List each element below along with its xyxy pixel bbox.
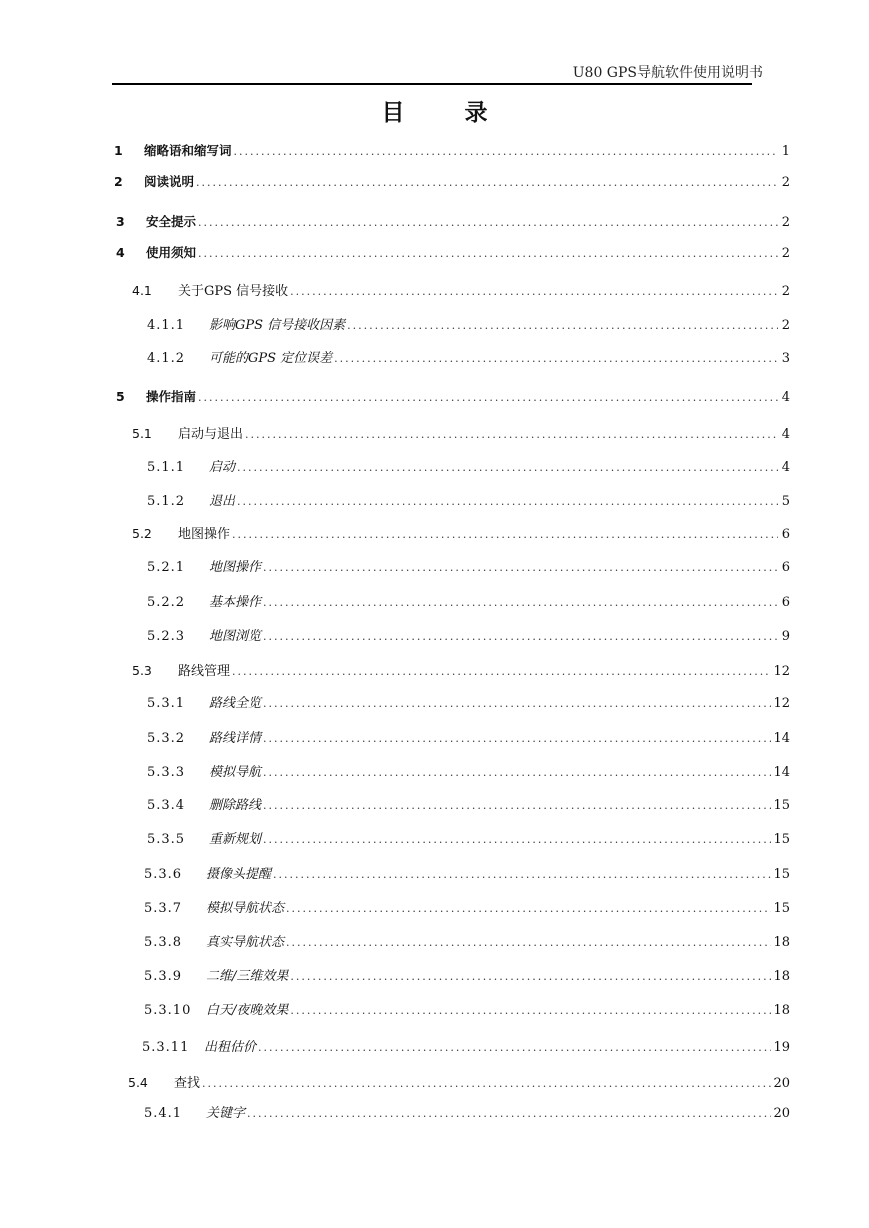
toc-entry-page: 2 bbox=[781, 175, 790, 190]
toc-entry-number: 5.4 bbox=[128, 1075, 148, 1090]
toc-entry-number: 5.3.7 bbox=[144, 901, 183, 916]
toc-entry-label: 关于GPS 信号接收 bbox=[178, 284, 289, 299]
toc-entry-label: 地图浏览 bbox=[209, 629, 262, 644]
toc-entry-page: 4 bbox=[781, 390, 790, 405]
toc-entry-label: 启动与退出 bbox=[178, 427, 244, 442]
toc-entry-number: 5.3 bbox=[132, 663, 152, 678]
toc-entry[interactable] bbox=[144, 968, 790, 986]
page-title: 目 录 bbox=[381, 99, 514, 126]
toc-entry-number: 5.2.2 bbox=[147, 595, 186, 610]
toc-leader-dots bbox=[290, 1002, 771, 1020]
toc-entry[interactable] bbox=[116, 213, 790, 231]
toc-entry[interactable] bbox=[147, 730, 790, 748]
toc-entry[interactable] bbox=[147, 493, 790, 511]
toc-entry[interactable] bbox=[147, 459, 790, 477]
toc-entry-page: 19 bbox=[773, 1040, 790, 1055]
toc-entry-number: 5.2 bbox=[132, 526, 152, 541]
toc-leader-dots bbox=[290, 283, 778, 301]
toc-entry-page: 18 bbox=[773, 1003, 790, 1018]
toc-leader-dots bbox=[232, 663, 771, 681]
toc-entry-page: 4 bbox=[781, 427, 790, 442]
toc-entry-page: 18 bbox=[773, 935, 790, 950]
toc-entry-label: 关键字 bbox=[206, 1106, 246, 1121]
toc-entry[interactable] bbox=[144, 900, 790, 918]
toc-entry-number: 5.3.4 bbox=[147, 798, 186, 813]
toc-entry-page: 20 bbox=[773, 1106, 790, 1121]
toc-entry-label: 缩略语和缩写词 bbox=[144, 143, 232, 158]
toc-entry[interactable] bbox=[147, 695, 790, 713]
toc-entry-number: 5.3.9 bbox=[144, 969, 183, 984]
toc-entry-number: 5.3.8 bbox=[144, 935, 183, 950]
toc-entry-label: 操作指南 bbox=[146, 389, 197, 404]
toc-entry-number: 5.3.10 bbox=[144, 1003, 192, 1018]
toc-entry-page: 12 bbox=[773, 664, 790, 679]
toc-leader-dots bbox=[232, 526, 778, 544]
toc-entry-label: 二维/三维效果 bbox=[206, 969, 289, 984]
toc-entry-page: 6 bbox=[781, 560, 790, 575]
toc-entry[interactable] bbox=[147, 594, 790, 612]
toc-entry-label: 路线详情 bbox=[209, 731, 262, 746]
toc-leader-dots bbox=[263, 797, 771, 815]
toc-entry[interactable] bbox=[144, 1105, 790, 1123]
toc-entry-number: 1 bbox=[114, 143, 123, 158]
toc-entry[interactable] bbox=[144, 934, 790, 952]
toc-entry-number: 5.3.3 bbox=[147, 765, 186, 780]
toc-entry-label: 模拟导航状态 bbox=[206, 901, 285, 916]
toc-entry-label: 出租估价 bbox=[204, 1040, 257, 1055]
toc-leader-dots bbox=[347, 317, 778, 335]
toc-entry-label: 模拟导航 bbox=[209, 765, 262, 780]
toc-entry-number: 5.3.1 bbox=[147, 696, 186, 711]
toc-leader-dots bbox=[263, 831, 771, 849]
toc-entry[interactable] bbox=[147, 764, 790, 782]
toc-entry[interactable] bbox=[147, 317, 790, 335]
toc-entry-number: 2 bbox=[114, 174, 123, 189]
toc-entry-number: 5.3.6 bbox=[144, 867, 183, 882]
toc-entry[interactable] bbox=[144, 866, 790, 884]
toc-entry[interactable] bbox=[132, 425, 790, 443]
toc-leader-dots bbox=[263, 559, 778, 577]
toc-entry-page: 4 bbox=[781, 460, 790, 475]
toc-entry-page: 14 bbox=[773, 765, 790, 780]
document-header: U80 GPS导航软件使用说明书 bbox=[572, 65, 763, 81]
toc-entry-page: 3 bbox=[781, 351, 790, 366]
toc-entry[interactable] bbox=[132, 662, 790, 680]
toc-entry-page: 15 bbox=[773, 867, 790, 882]
toc-entry-number: 4.1.2 bbox=[147, 351, 186, 366]
toc-entry[interactable] bbox=[116, 244, 790, 262]
toc-leader-dots bbox=[258, 1039, 771, 1057]
toc-entry-label: 白天/夜晚效果 bbox=[206, 1003, 289, 1018]
toc-entry[interactable] bbox=[114, 173, 790, 191]
toc-entry[interactable] bbox=[128, 1074, 790, 1092]
toc-entry[interactable] bbox=[147, 797, 790, 815]
toc-entry-page: 15 bbox=[773, 901, 790, 916]
toc-leader-dots bbox=[286, 934, 771, 952]
toc-entry-label: 真实导航状态 bbox=[206, 935, 285, 950]
toc-entry-label: 路线管理 bbox=[178, 664, 231, 679]
toc-entry-page: 2 bbox=[781, 215, 790, 230]
toc-entry-page: 20 bbox=[773, 1076, 790, 1091]
toc-leader-dots bbox=[290, 968, 771, 986]
toc-leader-dots bbox=[247, 1105, 771, 1123]
toc-entry-page: 15 bbox=[773, 798, 790, 813]
toc-leader-dots bbox=[334, 350, 778, 368]
toc-entry-label: 地图操作 bbox=[178, 527, 231, 542]
toc-entry-label: 基本操作 bbox=[209, 595, 262, 610]
toc-entry-label: 路线全览 bbox=[209, 696, 262, 711]
toc-leader-dots bbox=[263, 594, 778, 612]
toc-entry-page: 2 bbox=[781, 318, 790, 333]
toc-entry-number: 5.1.2 bbox=[147, 494, 186, 509]
toc-entry-number: 5.2.3 bbox=[147, 629, 186, 644]
toc-entry-page: 2 bbox=[781, 284, 790, 299]
toc-entry-page: 14 bbox=[773, 731, 790, 746]
toc-entry-number: 5.3.2 bbox=[147, 731, 186, 746]
toc-leader-dots bbox=[263, 628, 778, 646]
toc-leader-dots bbox=[263, 730, 771, 748]
toc-entry[interactable] bbox=[144, 1002, 790, 1020]
toc-entry-label: 地图操作 bbox=[209, 560, 262, 575]
toc-entry-page: 2 bbox=[781, 246, 790, 261]
toc-entry[interactable] bbox=[142, 1039, 790, 1057]
toc-entry[interactable] bbox=[132, 282, 790, 300]
toc-entry-page: 9 bbox=[781, 629, 790, 644]
toc-entry-number: 4.1.1 bbox=[147, 318, 186, 333]
toc-entry-number: 3 bbox=[116, 214, 125, 229]
toc-entry[interactable] bbox=[147, 628, 790, 646]
toc-entry[interactable] bbox=[132, 525, 790, 543]
toc-entry[interactable] bbox=[147, 831, 790, 849]
toc-leader-dots bbox=[198, 214, 778, 232]
toc-entry-label: 摄像头提醒 bbox=[206, 867, 272, 882]
toc-entry-label: 查找 bbox=[174, 1076, 201, 1091]
toc-entry[interactable] bbox=[147, 559, 790, 577]
toc-entry-page: 18 bbox=[773, 969, 790, 984]
toc-entry-label: 退出 bbox=[209, 494, 236, 509]
toc-entry-number: 5.1 bbox=[132, 426, 152, 441]
toc-leader-dots bbox=[202, 1075, 771, 1093]
toc-entry-page: 15 bbox=[773, 832, 790, 847]
toc-entry-number: 5.3.11 bbox=[142, 1040, 190, 1055]
toc-entry-label: 影响GPS 信号接收因素 bbox=[209, 318, 346, 333]
toc-leader-dots bbox=[263, 764, 771, 782]
toc-leader-dots bbox=[198, 389, 778, 407]
toc-entry-label: 安全提示 bbox=[146, 214, 197, 229]
toc-entry-number: 4 bbox=[116, 245, 125, 260]
toc-entry-label: 删除路线 bbox=[209, 798, 262, 813]
toc-entry[interactable] bbox=[116, 388, 790, 406]
toc-entry-number: 5.1.1 bbox=[147, 460, 186, 475]
toc-entry-number: 5.3.5 bbox=[147, 832, 186, 847]
toc-leader-dots bbox=[237, 493, 778, 511]
toc-leader-dots bbox=[237, 459, 778, 477]
toc-entry-page: 6 bbox=[781, 527, 790, 542]
toc-leader-dots bbox=[286, 900, 771, 918]
toc-entry-label: 重新规划 bbox=[209, 832, 262, 847]
toc-entry-label: 可能的GPS 定位误差 bbox=[209, 351, 333, 366]
toc-entry-number: 5.4.1 bbox=[144, 1106, 183, 1121]
toc-entry[interactable] bbox=[114, 142, 790, 160]
toc-entry-number: 5.2.1 bbox=[147, 560, 186, 575]
toc-leader-dots bbox=[234, 143, 778, 161]
toc-leader-dots bbox=[198, 245, 778, 263]
toc-entry-number: 4.1 bbox=[132, 283, 152, 298]
toc-leader-dots bbox=[245, 426, 778, 444]
toc-entry-label: 启动 bbox=[209, 460, 236, 475]
toc-entry-label: 阅读说明 bbox=[144, 174, 195, 189]
toc-leader-dots bbox=[263, 695, 771, 713]
toc-entry-page: 12 bbox=[773, 696, 790, 711]
toc-leader-dots bbox=[196, 174, 778, 192]
toc-entry-page: 5 bbox=[781, 494, 790, 509]
toc-entry[interactable] bbox=[147, 350, 790, 368]
toc-entry-number: 5 bbox=[116, 389, 125, 404]
toc-entry-label: 使用须知 bbox=[146, 245, 197, 260]
toc-entry-page: 6 bbox=[781, 595, 790, 610]
toc-entry-page: 1 bbox=[781, 144, 790, 159]
toc-leader-dots bbox=[273, 866, 771, 884]
